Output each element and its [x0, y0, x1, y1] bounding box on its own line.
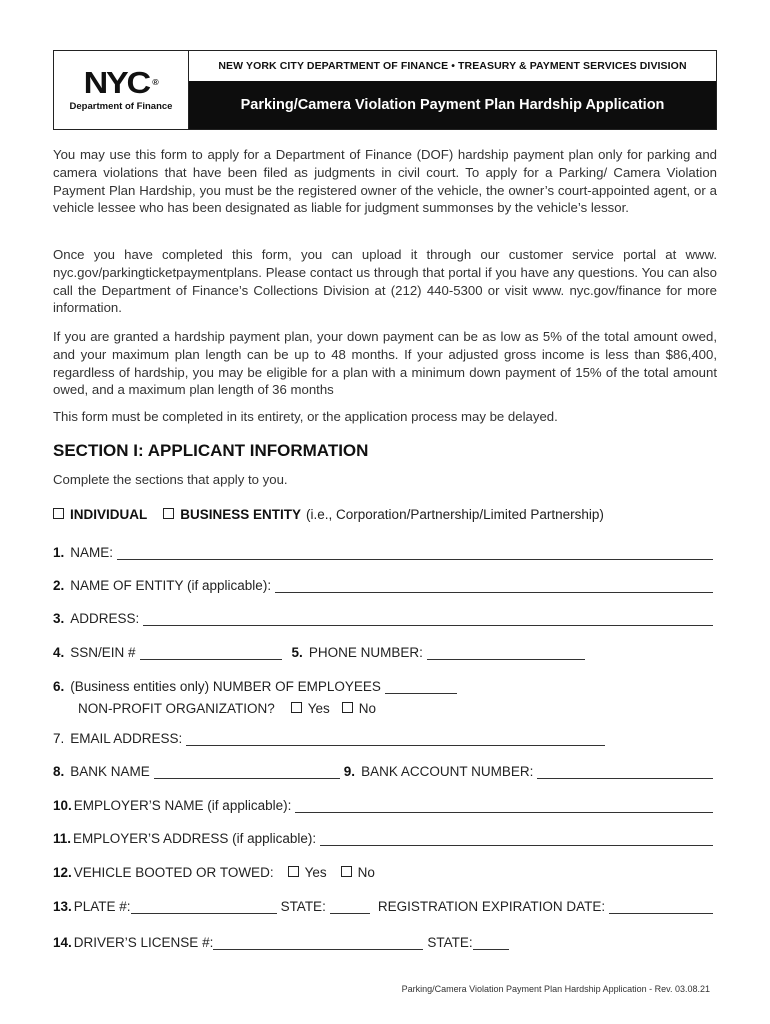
number-of-employees-input-line[interactable]: [385, 679, 457, 694]
booted-towed-label: VEHICLE BOOTED OR TOWED:: [73, 865, 274, 880]
email-label: EMAIL ADDRESS:: [70, 731, 183, 746]
address-label: ADDRESS:: [70, 611, 140, 626]
entity-name-input-line[interactable]: [275, 578, 713, 593]
phone-number-input-line[interactable]: [427, 645, 585, 660]
plate-label: PLATE #:: [73, 899, 131, 914]
intro-paragraph-1: You may use this form to apply for a Department of Finance (DOF) hardship payment plan only for parking and camera violations that have been filed as judgments in civil court. To apply for a Parking/ Camera Violation Payment Plan Hardship, you must be the registered owner of the vehicle, the owner’s court-appointed agent, or a vehicle lessee who has been designated as liable for judgment summonses by the vehicle’s lessor.: [53, 147, 717, 216]
email-input-line[interactable]: [186, 731, 605, 746]
field-number: 10.: [53, 798, 72, 813]
bank-name-label: BANK NAME: [70, 764, 150, 779]
division-title: NEW YORK CITY DEPARTMENT OF FINANCE • TREASURY & PAYMENT SERVICES DIVISION: [218, 60, 687, 72]
field-number: 5.: [291, 645, 303, 660]
drivers-license-label: DRIVER’S LICENSE #:: [73, 935, 214, 950]
field-number: 3.: [53, 611, 65, 626]
field-row-ssn-phone: [53, 640, 717, 660]
booted-towed-yes-checkbox[interactable]: [288, 866, 299, 877]
header-titles: [189, 51, 716, 129]
business-entity-checkbox[interactable]: [163, 508, 174, 519]
bank-name-input-line[interactable]: [154, 764, 340, 779]
entity-name-label: NAME OF ENTITY (if applicable):: [70, 578, 272, 593]
nonprofit-yes-label: Yes: [307, 701, 330, 716]
individual-label: INDIVIDUAL: [70, 507, 148, 522]
field-row-booted-towed: [53, 860, 717, 880]
form-title: Parking/Camera Violation Payment Plan Hardship Application: [189, 81, 716, 129]
license-state-input-line[interactable]: [473, 935, 509, 950]
field-number: 11.: [53, 831, 72, 846]
section-title: SECTION I: APPLICANT INFORMATION: [53, 441, 369, 460]
applicant-type-row: [53, 502, 717, 522]
field-row-name: [53, 540, 717, 560]
plate-state-label: STATE:: [280, 899, 326, 914]
field-row-address: [53, 606, 717, 626]
field-number: 13.: [53, 899, 72, 914]
ssn-ein-input-line[interactable]: [140, 645, 282, 660]
field-row-plate: [53, 894, 717, 914]
registration-expiration-input-line[interactable]: [609, 899, 713, 914]
logo-nyc-text: NYC ®: [83, 65, 159, 100]
field-number: 6.: [53, 679, 65, 694]
nonprofit-no-label: No: [358, 701, 377, 716]
field-number: 9.: [343, 764, 356, 779]
logo-dept-text: Department of Finance: [69, 101, 173, 112]
intro-paragraph-4: This form must be completed in its entirety, or the application process may be delayed.: [53, 409, 558, 424]
field-row-employer-address: [53, 826, 717, 846]
booted-towed-yes-label: Yes: [304, 865, 327, 880]
field-row-entity-name: [53, 573, 717, 593]
business-entity-note: (i.e., Corporation/Partnership/Limited Partnership): [306, 507, 604, 522]
phone-number-label: PHONE NUMBER:: [308, 645, 423, 660]
field-number: 7.: [53, 731, 65, 746]
name-input-line[interactable]: [117, 545, 713, 560]
field-row-email: [53, 726, 609, 746]
field-number: 4.: [53, 645, 65, 660]
employer-address-input-line[interactable]: [320, 831, 713, 846]
bank-account-number-input-line[interactable]: [537, 764, 713, 779]
drivers-license-input-line[interactable]: [213, 935, 423, 950]
employer-address-label: EMPLOYER’S ADDRESS (if applicable):: [73, 831, 317, 846]
field-row-nonprofit: [78, 696, 718, 716]
booted-towed-no-label: No: [357, 865, 375, 880]
nonprofit-yes-checkbox[interactable]: [291, 702, 302, 713]
employer-name-input-line[interactable]: [295, 798, 713, 813]
field-row-drivers-license: [53, 930, 527, 950]
field-row-bank: [53, 759, 717, 779]
nyc-dof-logo: [54, 51, 189, 129]
field-number: 2.: [53, 578, 65, 593]
number-of-employees-label: (Business entities only) NUMBER OF EMPLOYEES: [70, 679, 381, 694]
field-row-employer-name: [53, 793, 717, 813]
plate-state-input-line[interactable]: [330, 899, 370, 914]
section-subtitle: Complete the sections that apply to you.: [53, 472, 288, 487]
name-label: NAME:: [70, 545, 114, 560]
nonprofit-no-checkbox[interactable]: [342, 702, 353, 713]
individual-checkbox[interactable]: [53, 508, 64, 519]
nonprofit-label: NON-PROFIT ORGANIZATION?: [78, 701, 275, 716]
license-state-label: STATE:: [427, 935, 473, 950]
field-number: 1.: [53, 545, 65, 560]
booted-towed-no-checkbox[interactable]: [341, 866, 352, 877]
footer-revision: Parking/Camera Violation Payment Plan Hardship Application - Rev. 03.08.21: [401, 984, 710, 994]
intro-paragraph-3: If you are granted a hardship payment plan, your down payment can be as low as 5% of the total amount owed, and your maximum plan length can be up to 48 months. If your adjusted gross income is less than $86,400, regardless of hardship, you may be eligible for a plan with a minimum down payment of 15% of the total amount owed, and a maximum plan length of 36 months: [53, 329, 717, 398]
field-number: 12.: [53, 865, 72, 880]
address-input-line[interactable]: [143, 611, 713, 626]
registration-expiration-label: REGISTRATION EXPIRATION DATE:: [377, 899, 606, 914]
field-number: 8.: [53, 764, 65, 779]
business-entity-label: BUSINESS ENTITY: [180, 507, 302, 522]
form-header: [53, 50, 717, 130]
employer-name-label: EMPLOYER’S NAME (if applicable):: [73, 798, 292, 813]
field-row-employees: [53, 674, 717, 694]
bank-account-number-label: BANK ACCOUNT NUMBER:: [361, 764, 534, 779]
ssn-ein-label: SSN/EIN #: [70, 645, 136, 660]
field-number: 14.: [53, 935, 72, 950]
intro-paragraph-2: Once you have completed this form, you can upload it through our customer service portal at www. nyc.gov/parkingticketpaymentplans. Please contact us through that portal if you have any questions. You can also call the Department of Finance’s Collections Division at (212) 440-5300 or visit www. nyc.gov/finance for more information.: [53, 247, 717, 316]
plate-input-line[interactable]: [131, 899, 277, 914]
